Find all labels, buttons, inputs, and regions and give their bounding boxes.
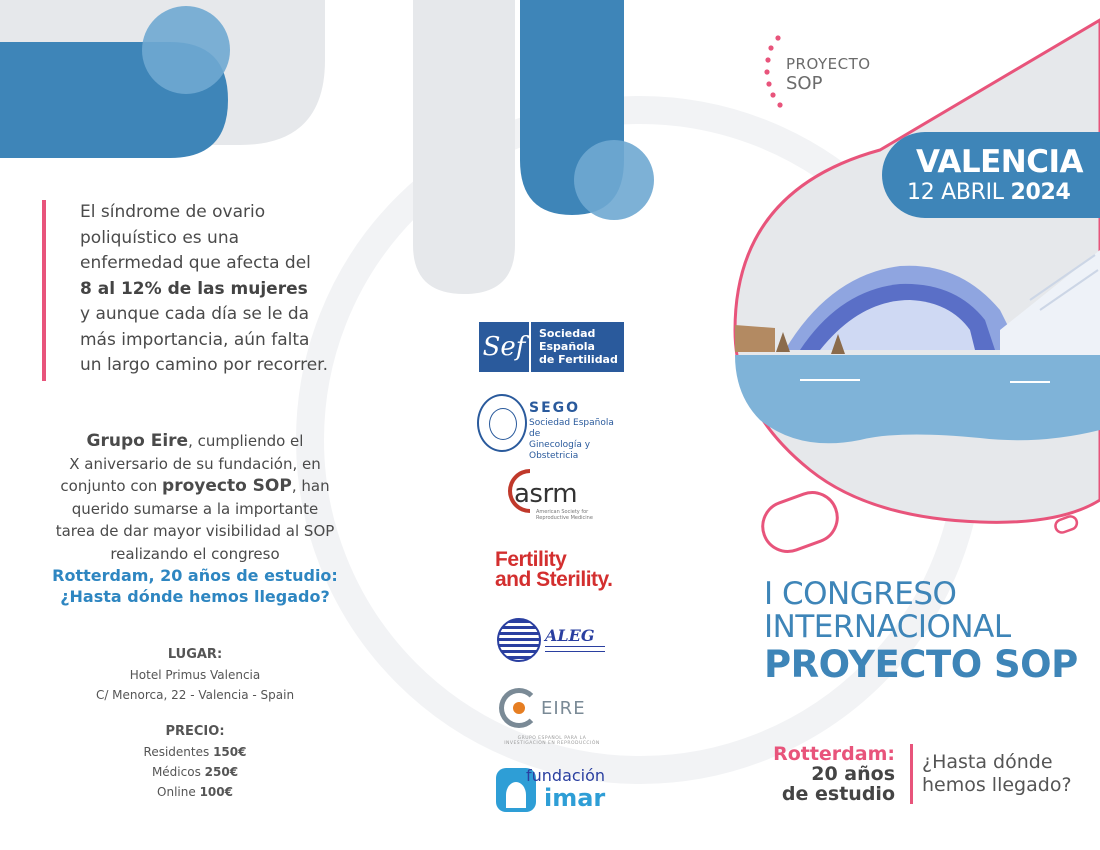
precio-item	[20, 762, 370, 782]
sego-subtitle	[529, 418, 627, 462]
grupo-text-4: , han	[291, 477, 330, 495]
lugar-heading: LUGAR:	[167, 647, 223, 662]
precio-value: 100€	[199, 785, 233, 799]
grupo-text-2: X aniversario de su fundación, en	[69, 454, 321, 473]
fs-line-2: and Sterility.	[495, 568, 613, 591]
sef-text	[531, 322, 624, 372]
aleg-word: ALEG	[545, 626, 595, 645]
intro-highlight: 8 al 12% de las mujeres	[80, 278, 308, 299]
precio-item	[20, 782, 370, 802]
fertility-sterility-logo	[495, 550, 615, 590]
sego-seal-icon	[477, 394, 527, 452]
grupo-text-6: tarea de dar mayor visibilidad al SOP	[55, 522, 335, 540]
eire-word: EIRE	[541, 698, 586, 719]
congress-line-3: PROYECTO SOP	[764, 643, 1078, 686]
eire-logo	[497, 688, 607, 748]
sef-line-2: Española	[539, 340, 595, 353]
lugar-line-2: C/ Menorca, 22 - Valencia - Spain	[95, 688, 295, 702]
imar-fundacion: fundación	[526, 766, 606, 785]
location-date-badge	[882, 132, 1100, 218]
sego-logo	[477, 394, 627, 461]
asrm-logo	[508, 465, 598, 527]
eire-dot-icon	[513, 702, 525, 714]
congress-title-1: Rotterdam, 20 años de estudio:	[52, 566, 338, 585]
subtitle-right-2: hemos llegado?	[922, 774, 1072, 796]
grupo-name: Grupo Eire	[86, 431, 189, 451]
subtitle-left-1: Rotterdam:	[773, 743, 895, 765]
intro-line-6: más importancia, aún falta	[80, 329, 310, 350]
subtitle-right-1: ¿Hasta dónde	[922, 751, 1053, 773]
grupo-eire-text	[20, 430, 370, 607]
lugar-line-1: Hotel Primus Valencia	[129, 668, 261, 682]
brand-line-2: SOP	[786, 73, 823, 94]
intro-line-7: un largo camino por recorrer.	[80, 355, 329, 375]
brand-line-1: PROYECTO	[786, 55, 871, 73]
precio-item	[20, 742, 370, 762]
fs-line-1: Fertility	[495, 548, 567, 571]
grupo-text-1: , cumpliendo el	[188, 432, 304, 450]
precio-value: 150€	[213, 745, 247, 759]
eire-subtitle: GRUPO ESPAÑOL PARA LA INVESTIGACIÓN EN REPRODUCCIÓN	[504, 736, 600, 746]
date-prefix: 12 ABRIL	[907, 180, 1011, 205]
grupo-text-5: querido sumarse a la importante	[71, 499, 319, 518]
grupo-text-3: conjunto con	[60, 477, 163, 495]
precio-section	[20, 722, 370, 802]
event-date	[907, 180, 1071, 205]
subtitle-left	[760, 744, 895, 804]
intro-line-2: poliquístico es una	[80, 227, 240, 248]
globe-icon	[497, 618, 541, 662]
sef-line-1: Sociedad	[539, 327, 596, 340]
asrm-word: asrm	[514, 479, 578, 509]
intro-line-5: y aunque cada día se le da	[80, 304, 310, 324]
subtitle-divider	[910, 744, 913, 804]
congress-heading	[764, 578, 1084, 686]
grupo-project: proyecto SOP	[162, 476, 292, 496]
congress-title-2: ¿Hasta dónde hemos llegado?	[60, 587, 330, 606]
sego-title: SEGO	[529, 400, 581, 416]
precio-label: Online	[157, 785, 200, 799]
subtitle-right	[922, 751, 1092, 797]
subtitle-left-2: 20 años	[811, 763, 895, 785]
city: VALENCIA	[916, 144, 1084, 180]
lugar-section	[20, 645, 370, 705]
proyecto-sop-logo	[764, 35, 894, 110]
subtitle-left-3: de estudio	[781, 783, 895, 805]
grupo-text-7: realizando el congreso	[110, 544, 280, 563]
aleg-underline	[545, 646, 605, 652]
fundacion-imar-logo	[494, 764, 614, 814]
sego-line-2: Ginecología y Obstetricia	[529, 440, 591, 461]
congress-line-1: I CONGRESO	[764, 576, 957, 612]
intro-line-3: enfermedad que afecta del	[80, 253, 311, 273]
aleg-logo	[497, 618, 607, 666]
sef-logo	[479, 322, 624, 372]
asrm-subtitle: American Society for Reproductive Medicine	[536, 509, 593, 521]
sego-line-1: Sociedad Española de	[529, 418, 614, 439]
date-year: 2024	[1010, 180, 1071, 205]
precio-label: Médicos	[151, 765, 205, 779]
precio-heading: PRECIO:	[165, 724, 225, 739]
intro-text	[42, 200, 380, 381]
sef-mark: Sef	[479, 322, 531, 372]
precio-label: Residentes	[143, 745, 214, 759]
sef-line-3: de Fertilidad	[539, 353, 618, 366]
congress-line-2: INTERNACIONAL	[764, 609, 1011, 645]
intro-line-1: El síndrome de ovario	[80, 202, 266, 222]
precio-value: 250€	[204, 765, 239, 779]
imar-word: imar	[544, 784, 606, 812]
